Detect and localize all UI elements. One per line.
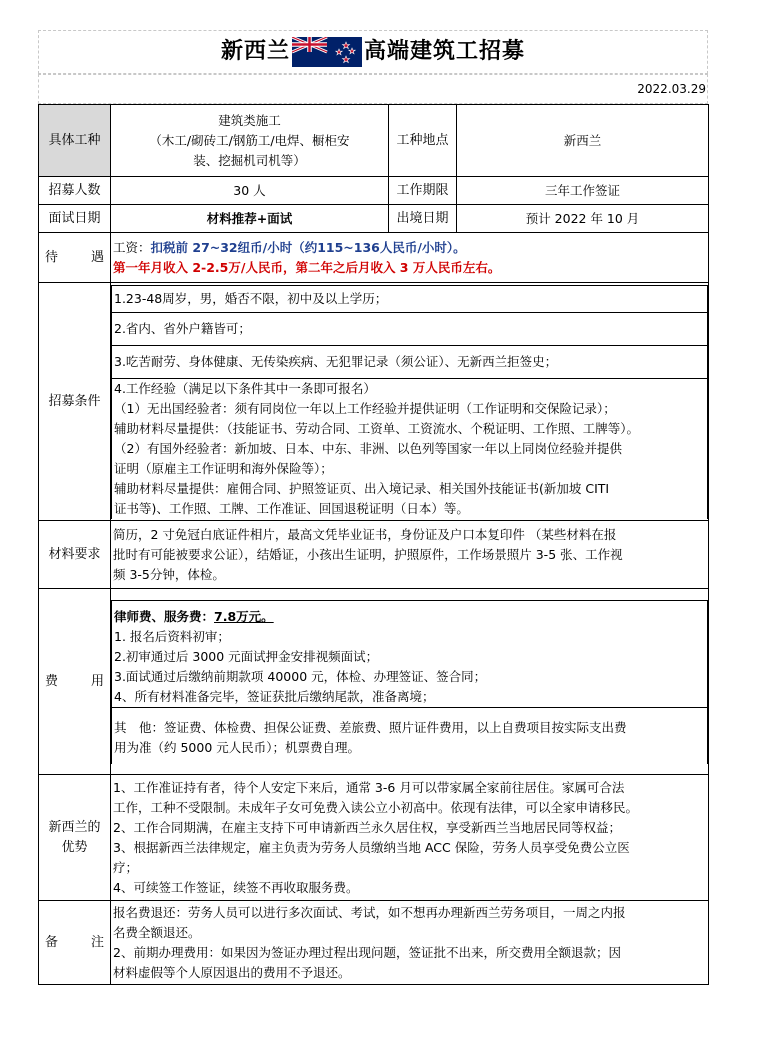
condition-item-experience: 4.工作经验（满足以下条件其中一条即可报名） （1）无出国经验者：须有同岗位一年以上工作经验并提供证明（工作证明和交保险记录）； 辅助材料尽量提供：（技能证书、劳动合同、工资单、工资流水、个税证明、工作照、工牌等）。 （2）有国外经验者：新加坡、日本、中东、非洲、以色列等国家一年以上同岗位经验并提供 证明（原雇主工作证明和海外保险等）； 辅助材料尽量提供：雇佣合同、护照签证页、出入境记录、相关国外技能证书(新加坡 CITI 证书等)、工作照、工牌、工作准证、回国退税证明（日本）等。 (112, 378, 708, 519)
label-job-location: 工种地点 (389, 105, 457, 177)
page-title (38, 30, 708, 74)
label-advantages: 新西兰的 优势 (39, 775, 111, 901)
row-treatment (39, 233, 709, 283)
value-fees (111, 589, 709, 775)
value-work-term: 三年工作签证 (457, 177, 709, 205)
salary-prefix: 工资： (113, 239, 151, 255)
label-interview-date: 面试日期 (39, 205, 111, 233)
value-materials: 简历，2 寸免冠白底证件相片，最高文凭毕业证书，身份证及户口本复印件 （某些材料在报 批时有可能被要求公证），结婚证，小孩出生证明，护照原件，工作场景照片 3-5 张、工作视 频 3-5分钟，体检。 (111, 521, 709, 589)
label-remarks: 备 注 (39, 901, 111, 985)
value-treatment (111, 233, 709, 283)
title-left: 新西兰 (220, 39, 290, 64)
label-conditions: 招募条件 (39, 283, 111, 521)
fees-list (111, 600, 708, 764)
row-job-type (39, 105, 709, 177)
value-interview-date: 材料推荐+面试 (111, 205, 389, 233)
condition-item: 3.吃苦耐劳、身体健康、无传染疾病、无犯罪记录（须公证）、无新西兰拒签史； (112, 345, 708, 378)
salary-main: 扣税前 27~32纽币/小时（约115~136人民币/小时）。 (150, 239, 466, 255)
document-date: 2022.03.29 (637, 82, 706, 96)
recruitment-table (38, 104, 709, 985)
conditions-list (111, 285, 708, 519)
row-remarks (39, 901, 709, 985)
value-advantages: 1、工作准证持有者，待个人安定下来后，通常 3-6 月可以带家属全家前往居住。家属可合法 工作，工种不受限制。未成年子女可免费入读公立小初高中。依现有法律，可以全家申请移民。 2、工作合同期满，在雇主支持下可申请新西兰永久居住权，享受新西兰当地居民同等权益； 3、根据新西兰法律规定，雇主负责为劳务人员缴纳当地 ACC 保险，劳务人员享受免费公立医 疗； 4、可续签工作签证，续签不再收取服务费。 (111, 775, 709, 901)
label-treatment: 待 遇 (39, 233, 111, 283)
fees-other: 其 他：签证费、体检费、担保公证费、差旅费、照片证件费用，以上自费项目按实际支出费 用为准（约 5000 元人民币）；机票费自理。 (112, 707, 708, 764)
row-fees (39, 589, 709, 775)
label-headcount: 招募人数 (39, 177, 111, 205)
label-departure-date: 出境日期 (389, 205, 457, 233)
fee-amount: 7.8万元。 (214, 608, 274, 624)
condition-item: 1.23-48周岁，男，婚否不限，初中及以上学历； (112, 285, 708, 312)
value-remarks: 报名费退还：劳务人员可以进行多次面试、考试，如不想再办理新西兰劳务项目，一周之内报 名费全额退还。 2、前期办理费用：如果因为签证办理过程出现问题，签证批不出来，所交费用全额退款；因 材料虚假等个人原因退出的费用不予退还。 (111, 901, 709, 985)
label-materials: 材料要求 (39, 521, 111, 589)
row-materials (39, 521, 709, 589)
value-job-location: 新西兰 (457, 105, 709, 177)
label-fees: 费 用 (39, 589, 111, 775)
row-conditions (39, 283, 709, 521)
income-line: 第一年月收入 2-2.5万/人民币，第二年之后月收入 3 万人民币左右。 (113, 259, 501, 275)
value-headcount: 30 人 (111, 177, 389, 205)
label-work-term: 工作期限 (389, 177, 457, 205)
row-advantages (39, 775, 709, 901)
row-interview (39, 205, 709, 233)
value-departure-date: 预计 2022 年 10 月 (457, 205, 709, 233)
value-conditions (111, 283, 709, 521)
title-right: 高端建筑工招募 (364, 39, 526, 64)
value-job-type: 建筑类施工 （木工/砌砖工/钢筋工/电焊、橱柜安 装、挖掘机司机等） (111, 105, 389, 177)
new-zealand-flag-icon (292, 37, 362, 67)
label-job-type: 具体工种 (39, 105, 111, 177)
row-headcount (39, 177, 709, 205)
fees-steps: 律师费、服务费：7.8万元。 1. 报名后资料初审； 2.初审通过后 3000 元面试押金安排视频面试； 3.面试通过后缴纳前期款项 40000 元，体检、办理签证、签合同； 4、所有材料准备完毕，签证获批后缴纳尾款，准备离境； (112, 600, 708, 707)
condition-item: 2.省内、省外户籍皆可； (112, 312, 708, 345)
